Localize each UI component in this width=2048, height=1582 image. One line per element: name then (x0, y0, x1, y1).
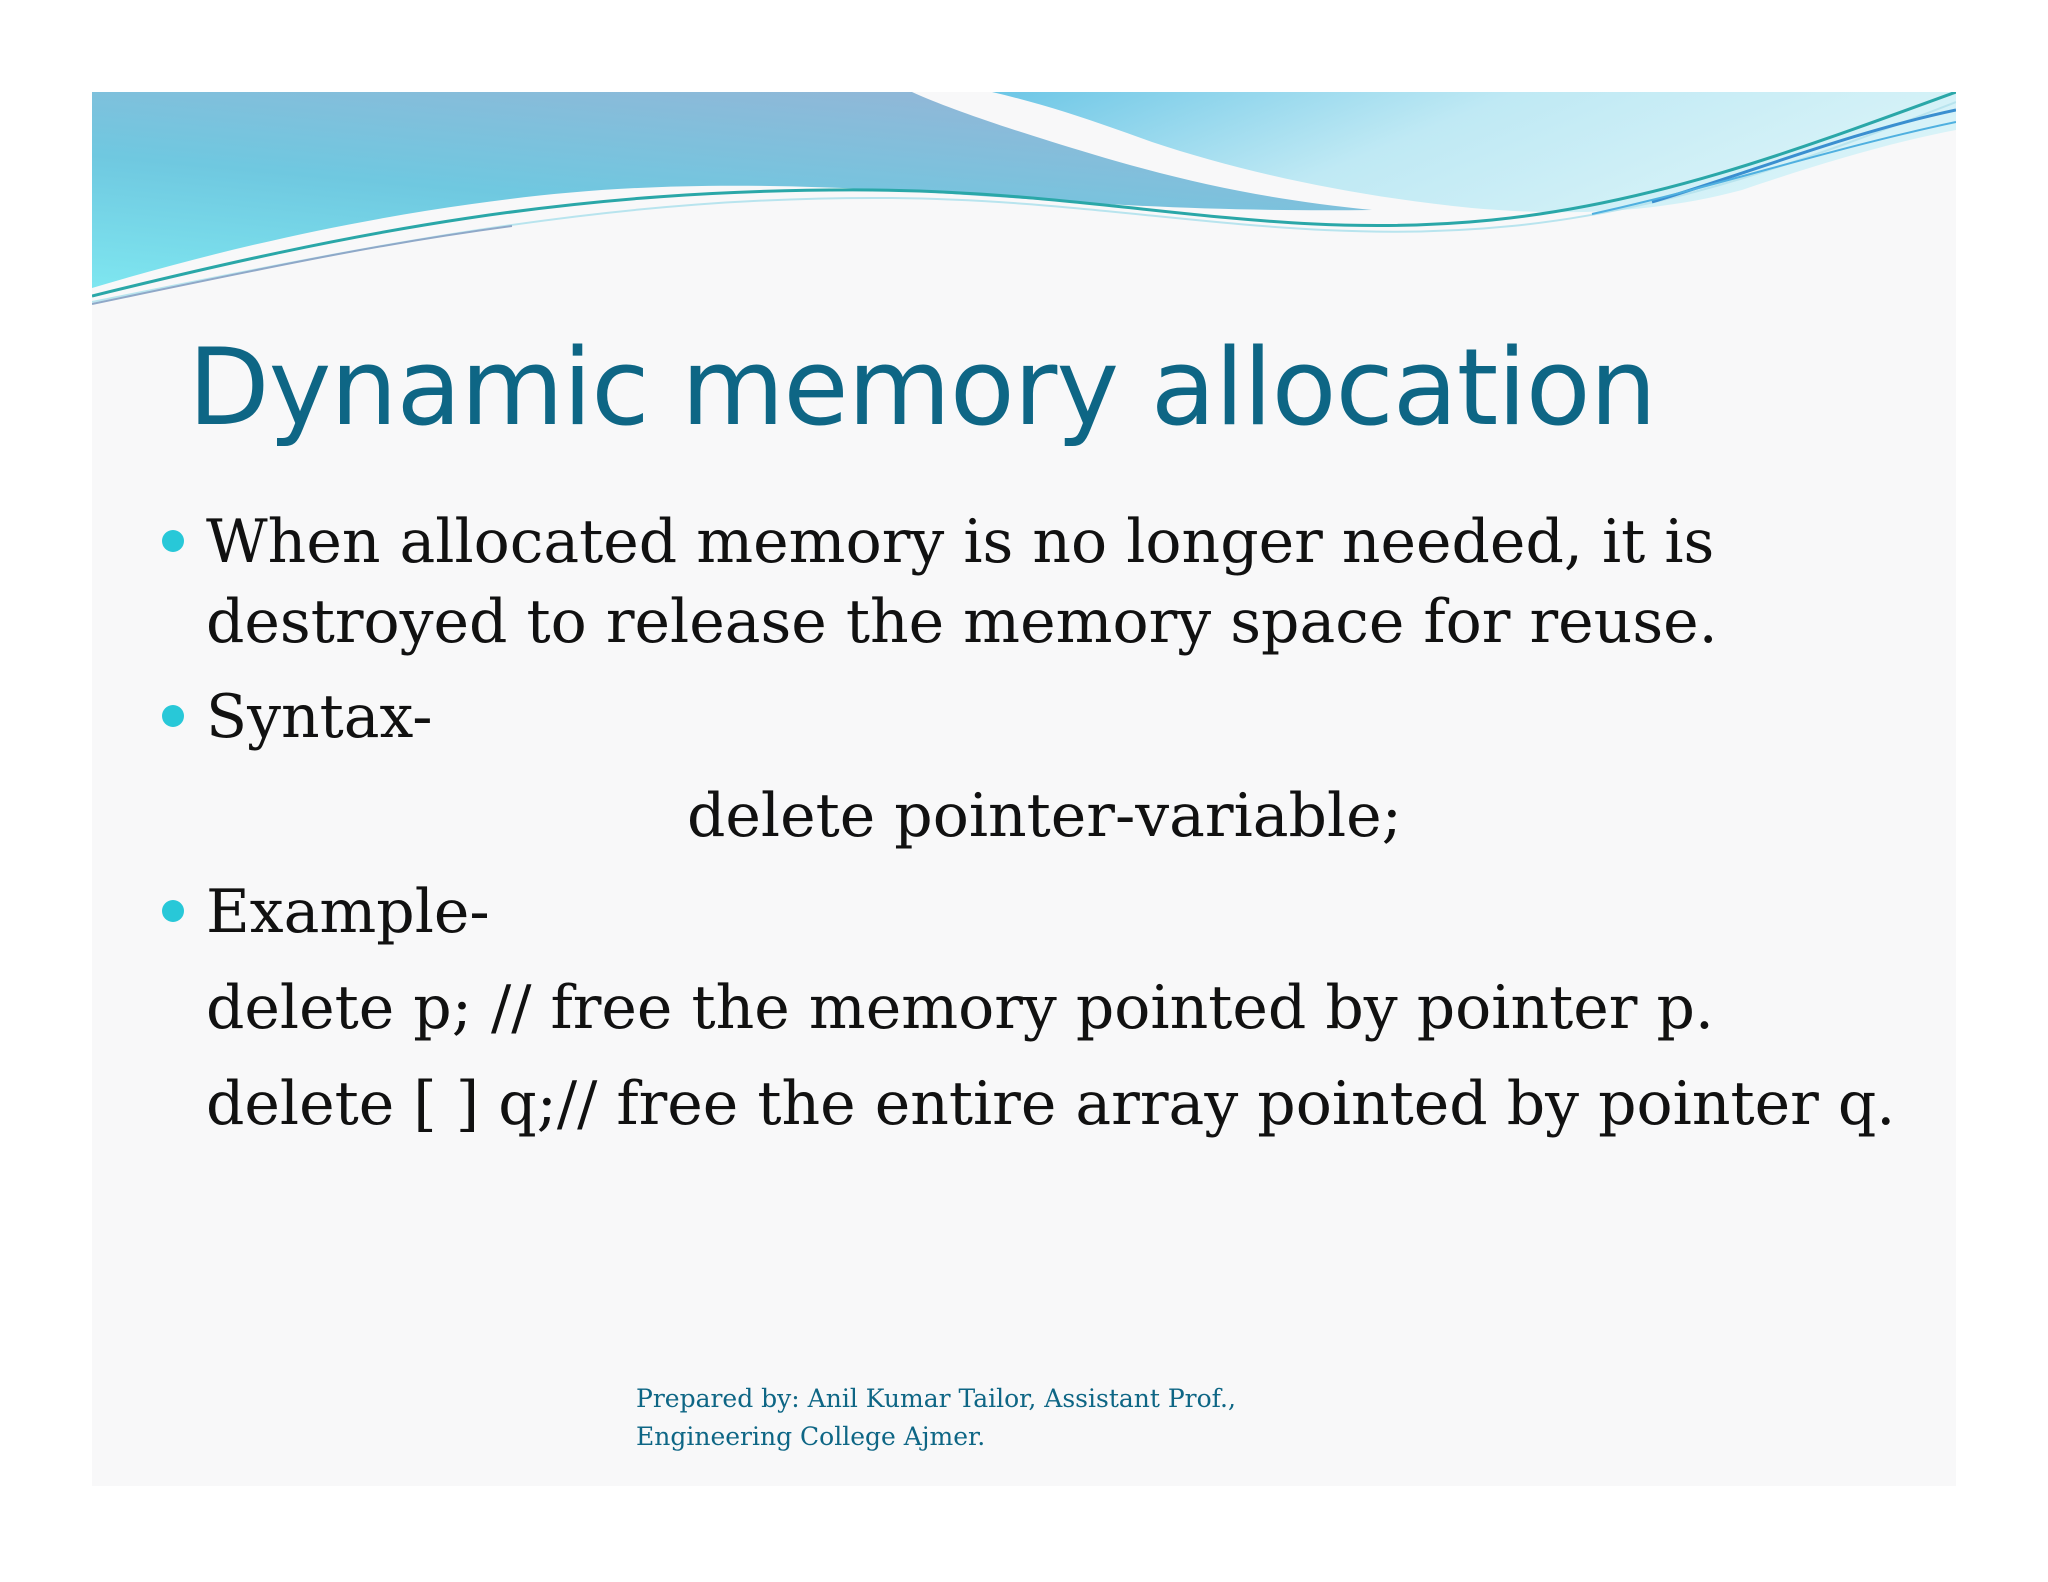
slide-title: Dynamic memory allocation (188, 326, 1656, 449)
bullet-item-syntax (206, 677, 1806, 757)
bullet-item-description (206, 502, 1806, 662)
footer-author-line: Prepared by: Anil Kumar Tailor, Assistant Prof., (636, 1384, 1236, 1413)
bullet-text: Example- (206, 877, 490, 947)
bullet-text: When allocated memory is no longer needed, it is destroyed to release the memory space for reuse. (206, 507, 1718, 657)
bullet-item-example (206, 872, 1806, 952)
bullet-dot-icon (162, 705, 184, 727)
header-wave-decoration (92, 92, 1956, 312)
example-code-line: delete [ ] q;// free the entire array pointed by pointer q. (206, 1069, 1896, 1139)
slide-footer (636, 1380, 1236, 1456)
footer-institution-line: Engineering College Ajmer. (636, 1422, 986, 1451)
bullet-dot-icon (162, 530, 184, 552)
syntax-code-line: delete pointer-variable; (687, 781, 1402, 851)
example-code-line: delete p; // free the memory pointed by pointer p. (206, 973, 1714, 1043)
slide (92, 92, 1956, 1486)
bullet-text: Syntax- (206, 682, 433, 752)
bullet-dot-icon (162, 900, 184, 922)
